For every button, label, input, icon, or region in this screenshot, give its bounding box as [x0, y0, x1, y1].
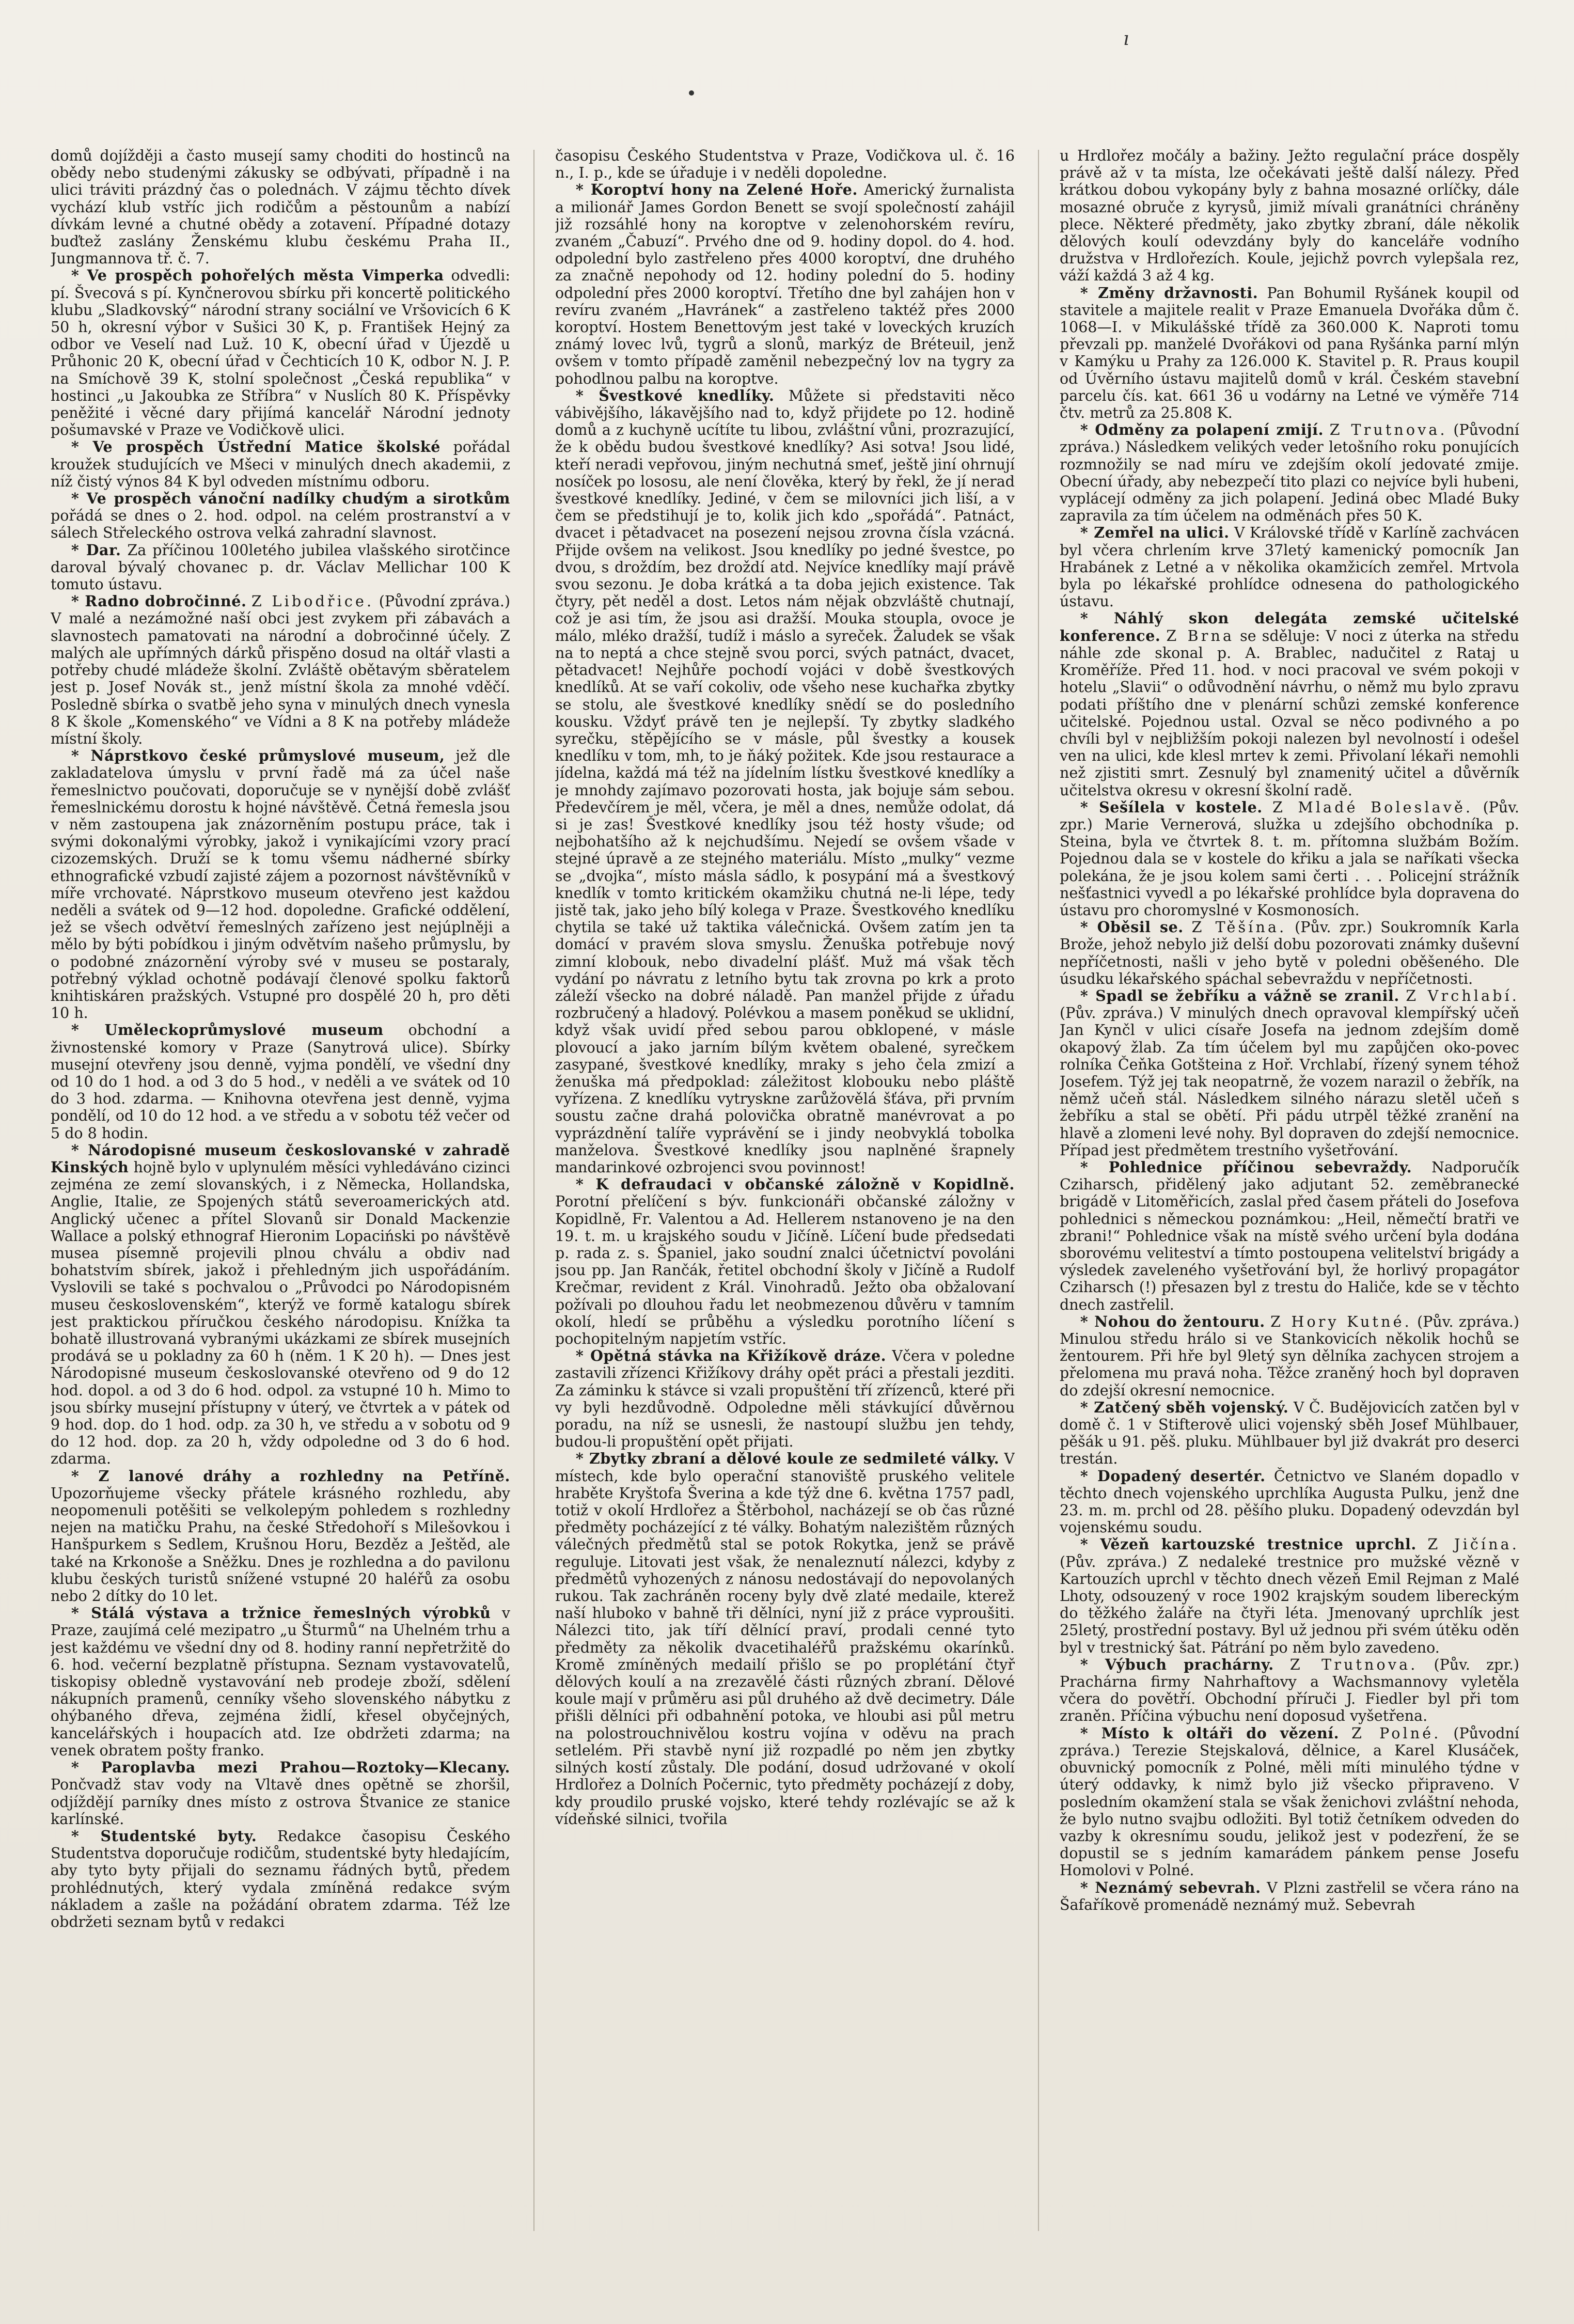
news-article: [1060, 1313, 1519, 1399]
article-headline: * Zemřel na ulici.: [1080, 524, 1230, 542]
article-headline: * Změny državnosti.: [1080, 284, 1258, 302]
article-paragraph: [555, 387, 1015, 1176]
article-paragraph: [1060, 1399, 1519, 1468]
article-body: pořádal kroužek studujících ve Mšeci v minulých dnech akademii, z níž čistý výnos 84 K byl odveden místnímu odboru.: [51, 438, 510, 490]
article-continuation: [555, 147, 1015, 181]
article-headline: * Radno dobročinné.: [71, 592, 247, 610]
article-paragraph: [555, 181, 1015, 387]
news-article: [51, 1468, 510, 1605]
news-article: [555, 1347, 1015, 1450]
news-article: [1060, 1536, 1519, 1656]
article-body: se sděluje: V noci z úterka na středu náhle zde skonal p. A. Brablec, nadučitel z Rataj u Kroměříže. Před 11. hod. v noci pracoval ve svém pokoji v hotelu „Slavii“ o odůvodnění návrhu, o němž mu bylo zpravu podati příštího dne v plenární schůzi zemské konference učitelské. Pojednou ustal. Ozval se něco podivného a po chvíli byl v nejbližším pokoji nalezen byl nevolností i odešel ven na ulici, kde klesl mrtev k zemi. Přivolaní lékaři nemohli než zjistiti smrt. Zesnulý byl znamenitý učitel a důvěrník učitelstva okresu v okresní školní radě.: [1060, 627, 1519, 799]
article-headline: * Nohou do žentouru.: [1080, 1312, 1265, 1330]
article-paragraph: [1060, 1656, 1519, 1725]
news-article: [555, 181, 1015, 387]
article-dateline: Z Těšína.: [1191, 919, 1287, 936]
article-body: (Pův. zpráva.) Z nedaleké trestnice pro mužské vězně v Kartouzích uprchl v těchto dnech vězeň Emil Rejman z Malé Lhoty, odsouzený v roce 1902 krajským soudem libereckým do těžkého žaláře na čtyři léta. Jmenovaný uprchlík jest 25letý, prostřední postavy. Byl už jednou při svém útěku oděn byl v trestnický šat. Pátrání po něm bylo zavedeno.: [1060, 1553, 1519, 1656]
article-headline: * Výbuch prachárny.: [1080, 1655, 1274, 1673]
article-paragraph: [555, 1450, 1015, 1827]
article-body: (Pův. zpr.) Marie Vernerová, služka u zdejšího obchodníka p. Steina, byla ve čtvrtek 8. t. m. přítomna službám Božím. Pojednou dala se v kostele do křiku a jala se naříkati všecka polekána, že je jsou kolem sami čerti . . . Policejní strážník nešťastnici vyvedl a po lékařské prohlídce byla dopravena do ústavu pro choromyslné v Kosmonosích.: [1060, 798, 1519, 919]
article-headline: * Studentské byty.: [71, 1827, 257, 1845]
news-article: [1060, 1656, 1519, 1725]
article-body: u Hrdlořez močály a bažiny. Ježto regulační práce dospěly právě až v ta místa, lze očekávati ještě další nálezy. Před krátkou dobou vykopány byly z bahna mosazné orlíčky, dále mosazné obruče z kyrysů, jimiž mívali granátníci chráněny plece. Některé předměty, jako zbytky zbraní, dále několik dělových koulí odevzdány byly do kanceláře vodního družstva v Hrdlořezích. Koule, jejichž povrch vylepšala rez, váží každá 3 až 4 kg.: [1060, 147, 1519, 285]
article-paragraph: [555, 1347, 1015, 1450]
article-paragraph: [51, 1022, 510, 1141]
article-paragraph: [51, 747, 510, 1022]
article-body: V Plzni zastřelil se včera ráno na Šafaříkově promenádě neznámý muž. Sebevrah: [1060, 1879, 1519, 1913]
article-dateline: Z Trutnova.: [1289, 1656, 1418, 1673]
article-paragraph: [1060, 1468, 1519, 1536]
article-body: Můžete si představiti něco vábivějšího, lákavějšího nad to, když přijdete po 12. hodině domů a z kuchyně ucítíte tu libou, zvláštní vůni, prozrazující, že k obědu budou švestkové knedlíky? Asi sotva! Jsou lidé, kteří neradi vepřovou, jiným nechutná smeť, ještě jiní ohrnují nosíček po lososu, ale není člověka, který by řekl, že jí nerad švestkové knedlíky. Jediné, v čem se milovníci jich liší, a v čem se předstihují je to, kolik jich kdo „spořádá“. Patnáct, dvacet i pětadvacet na posezení nejsou zrovna čísla vzácná. Přijde ovšem na velikost. Jsou knedlíky po jedné švestce, po dvou, s droždím, bez droždí atd. Nejvíce knedlíky mají právě svou sezonu. Je doba krátká a ta doba jejich existence. Tak čtyry, pět neděl a dost. Letos nám nějak obzvláště chutnají, což je asi tím, že jsou asi dražší. Mouka stoupla, ovoce je málo, mléko dražší, tudíž i máslo a syreček. Žaludek se však na to neptá a chce stejně svou porci, svých patnáct, dvacet, pětadvacet! Nejhůře pochodí vojáci v době švestkových knedlíků. At se vaří cokoliv, ode všeho nese kuchařka zbytky se stolu, ale švestkové knedlíky snědí se do posledního kousku. Vždyť právě ten je nejlepší. Ty zbytky sladkého syrečku, stěpějícího se v másle, půl švestky a kousek knedlíku v tom, mh, to je ňáký požitek. Kde jsou restaurace a jídelna, každá má též na jídelním lístku švestkové knedlíky a je mnohdy zajímavo pozorovati hosta, jak bojuje sám sebou. Předevčírem je měl, včera, je měl a dnes, nemůže odolat, dá si je zas! Švestkové knedlíky jsou též hosty všude; od nejbohatšího až k nejchudšímu. Nejedí se ovšem všade v stejné úpravě a ze stejného materiálu. Místo „mulky“ vezme se „dvojka“, místo másla sádlo, k posypání má a švestkový knedlík v tomto kritickém okamžiku chutná ne-li lépe, tedy jistě tak, jako jeho bílý kolega v Praze. Švestkového knedlíku chytila se také už taktika válečnická. Ovšem zatím jen ta domácí v pravém slova smyslu. Ženuška potřebuje nový zimní klobouk, nebo divadelní plášť. Muž má však těch vydání po návratu z letního bytu tak zrovna po krk a proto záleží všecko na dobré náladě. Pan manžel přijde z úřadu rozbručený a hladový. Polévkou a masem poněkud se uklidní, když však uvidí před sebou parou obklopené, v másle plovoucí a jako jarním bílým květem obalené, syrečkem zasypané, švestkové knedlíky, mraky s jeho čela zmizí a ženuška má předpoklad: záležitost klobouku nebo pláště vyřízena. Z knedlíku vytryskne zarůžovělá šťáva, při prvním soustu začne drahá polovička obratně manévrovat a po vyprázdnění talíře vyprávění se i jindy neobvyklá tobolka manželova. Švestkové knedlíky jsou naplněné šrapnely mandarinkové ozbrojenci svou povinnost!: [555, 387, 1015, 1176]
article-body: Pončvadž stav vody na Vltavě dnes opětně se zhoršil, odjíždějí parníky dnes místo z ostrova Štvanice ze stanice karlínské.: [51, 1776, 510, 1828]
article-body: Porotní přelíčení s býv. funkcionáři občanské záložny v Kopidlně, Fr. Valentou a Ad. Hellerem nstanoveno je na den 19. t. m. u krajského soudu v Jičíně. Líčení bude předsedati p. rada z. s. Španiel, jako soudní znalci účetnictví povoláni jsou pp. Jan Rančák, řetitel obchodní školy v Jičíně a Rudolf Krečmar, revident z Král. Vinohradů. Ježto oba obžalovaní požívali po dlouhou řadu let neobmezenou důvěru v tamním okolí, hledí se průběhu a výsledku porotního líčení s pochopitelným napjetím vstříc.: [555, 1193, 1015, 1348]
article-dateline: Z Jičína.: [1427, 1536, 1519, 1553]
article-body: V Královské třídě v Karlíně zachvácen byl včera chrlením krve 37letý kamenický pomocník Jan Hrabánek z Letné a v několika okamžicích zemřel. Mrtvola byla po lékařské prohlídce odnesena do pathologického ústavu.: [1060, 524, 1519, 610]
news-article: [1060, 1399, 1519, 1468]
page-mark: ı: [1123, 28, 1129, 50]
news-article: [1060, 919, 1519, 987]
article-paragraph: [51, 542, 510, 593]
article-headline: * Odměny za polapení zmijí.: [1080, 421, 1324, 439]
article-paragraph: [1060, 1536, 1519, 1656]
news-article: [51, 1142, 510, 1468]
news-article: [1060, 987, 1519, 1159]
article-headline: * Koroptví hony na Zelené Hoře.: [575, 181, 858, 199]
article-paragraph: [555, 147, 1015, 181]
article-paragraph: [51, 147, 510, 267]
article-headline: * Oběsil se.: [1080, 918, 1184, 936]
news-article: [555, 1176, 1015, 1347]
article-paragraph: [51, 490, 510, 542]
news-article: [51, 490, 510, 542]
news-column-3: [1060, 147, 1519, 2244]
article-body: Včera v poledne zastavili zřízenci Křižíkovy dráhy opět práci a přestali jezditi. Za záminku k stávce si vzali propuštění tří zřízenců, které při vy byli hezdůvodně. Odpoledne měli stávkující důvěrnou poradu, na níž se usnesli, že nastoupí službu jen tehdy, budou-li propuštění opět přijati.: [555, 1347, 1015, 1451]
article-body: (Pův. zpráva.) V minulých dnech opravoval klempířský učeň Jan Kynčl v ulici císaře Josefa na jednom zdejším domě okapový žlab. Za tím účelem byl mu zapůjčen oko-povec rolníka Čeňka Gotšteina z Hoř. Vrchlabí, řízený synem téhož Josefem. Týž jej tak neopatrně, že vozem narazil o žebřík, na němž učeň stál. Následkem silného nárazu sletěl učeň s žebříku a stal se obětí. Při pádu utrpěl těžké zranění na hlavě a zlomeni levé nohy. Byl dopraven do zdejší nemocnice. Případ jest předmětem trestního vyšetřování.: [1060, 1004, 1519, 1159]
news-article: [1060, 610, 1519, 798]
news-column-2: [555, 147, 1015, 2244]
article-body: domů dojížději a často musejí samy choditi do hostinců na obědy nebo studenými zákusky se odbývati, případně i na ulici tráviti prázdný čas o polednách. V zájmu těchto dívek vychází klub vstříc jich rodičům a pěstounům a nabízí dívkám levné a chutné obědy a zotavení. Případné dotazy buďtež zaslány Ženskému klubu českému Praha II., Jungmannova tř. č. 7.: [51, 147, 510, 268]
article-body: obchodní a živnostenské komory v Praze (Sanytrová ulice). Sbírky musejní otevřeny jsou denně, vyjma pondělí, ve všední dny od 10 do 1 hod. a od 3 do 5 hod., v neděli a ve svátek od 10 do 3 hod. zdarma. — Knihovna otevřena jest denně, vyjma pondělí, od 10 do 12 hod. a ve středu a v sobotu též večer od 5 do 8 hodin.: [51, 1022, 510, 1142]
news-article: [51, 1022, 510, 1141]
article-headline: * Zatčený sběh vojenský.: [1080, 1398, 1289, 1416]
article-paragraph: [1060, 421, 1519, 524]
news-article: [1060, 1159, 1519, 1313]
news-article: [51, 593, 510, 747]
ink-dot: [689, 90, 694, 96]
article-paragraph: [1060, 285, 1519, 422]
article-paragraph: [51, 1605, 510, 1759]
article-headline: * Ve prospěch pohořelých města Vimperka: [71, 266, 444, 285]
news-article: [51, 267, 510, 438]
article-headline: * Švestkové knedlíky.: [575, 386, 775, 404]
article-body: jež dle zakladatelova úmyslu v první řadě má za účel naše řemeslnictvo poučovati, doporučuje se v nynější době zvlášť řemeslnickému dorostu k hojné návštěvě. Četná řemesla jsou v něm zastoupena jak znázorněním postupu práce, tak i svými dokonalými výrobky, jakož i vynikajícími vzory prací cizozemských. Druží se k tomu všemu nádherné sbírky ethnografické vzbudí zajisté zájem a pozornost návštěvníků v míře vrchovaté. Náprstkovo museum otevřeno jest každou neděli a svátek od 9—12 hod. dopoledne. Grafické oddělení, jež se všech odvětví řemeslných zařízeno jest nejúplněji a mělo by býti pobídkou i jiným odvětvím našeho průmyslu, by o podobné znázornění výroby své v museu se postaraly, potřebný výklad ochotně podávají členové spolku faktorů knihtiskáren pražských. Vstupné pro dospělé 20 h, pro děti 10 h.: [51, 747, 510, 1022]
article-body: Četnictvo ve Slaném dopadlo v těchto dnech vojenského uprchlíka Augusta Pulku, jenž dne 23. m. m. prchl od 28. pěšího pluku. Dopadený odevzdán byl vojenskému soudu.: [1060, 1467, 1519, 1536]
article-body: v Praze, zaujímá celé mezipatro „u Šturmů“ na Uhelném trhu a jest každému ve všední dny od 8. hodiny ranní nepřetržitě do 6. hod. večerní bezplatně přístupna. Seznam vystavovatelů, tiskopisy obledně vystavování neb prodeje zboží, sdělení nákupních pramenů, cenníky všeho slovenského nábytku z ohýbaného dřeva, zejména židlí, křesel obyčejných, kancelářských i houpacích atd. Ize obdržeti zdarma; na venek obratem pošty franko.: [51, 1605, 510, 1759]
article-continuation: [51, 147, 510, 267]
article-headline: * Dar.: [71, 541, 121, 559]
article-headline: * Uměleckoprůmyslové museum: [71, 1021, 384, 1039]
news-article: [51, 1828, 510, 1930]
article-paragraph: [1060, 524, 1519, 610]
article-paragraph: [555, 1176, 1015, 1347]
news-article: [1060, 799, 1519, 919]
article-body: hojně bylo v uplynulém měsíci vyhledáváno cizinci zejména ze zemí slovanských, i z Německa, Hollandska, Anglie, Italie, ze Spojených států severoamerických atd. Anglický učenec a přítel Slovanů sir Donald Mackenzie Wallace a polský ethnograf Hieronim Lopaciński po návštěvě musea písemně projevili plnou chválu a obdiv nad bohatstvím sbírek, jakož i přehledným jich uspořádáním. Vyslovili se také s pochvalou o „Průvodci po Národopisném museu československém“, kterýž ve formě katalogu sbírek jest praktickou příručkou českého národopisu. Knížka ta bohatě illustrovaná vybranými ukázkami ze sbírek musejních prodává se u pokladny za 60 h (něm. 1 K 20 h). — Dnes jest Národopisné museum českoslovanské otevřeno od 9 do 12 hod. dopol. a od 3 do 6 hod. odpol. za vstupné 10 h. Mimo to jsou sbírky musejní přístupny v úterý, ve čtvrtek a v pátek od 9 hod. dop. do 1 hod. odp. za 30 h, ve středu a v sobotu od 9 do 12 hod. dop. za 20 h, vždy odpoledne od 3 do 6 hod. zdarma.: [51, 1158, 510, 1468]
news-article: [1060, 421, 1519, 524]
article-body: (Původní zpráva.) Následkem velikých veder letošního roku ponujících rozmnožily se nad míru ve zdejším okolí jedovaté zmije. Obecní úřady, aby nebezpečí tito plazi co nejvíce byli hubeni, vyplácejí odměny za jich polapení. Jediná obec Mladé Buky zapravila za tím účelem na odměnách přes 50 K.: [1060, 421, 1519, 525]
article-headline: * Pohlednice příčinou sebevraždy.: [1080, 1158, 1412, 1176]
article-body: (Původní zpráva.) V malé a nezámožné naší obci jest zvykem při zábavách a slavnostech pamatovati na národní a dobročinné účely. Z malých ale upřímných dárků přispěno dosud na oltář vlasti a potřeby chudé mládeže školní. Zvláště obětavým sběratelem jest p. Josef Novák st., jenž místní škola za mnohé vděčí. Posledně sbírka o svatbě jeho syna v minulých dnech vynesla 8 K škole „Komenského“ ve Vídni a 8 K na potřeby mládeže místní školy.: [51, 593, 510, 747]
article-body: (Pův. zpr.) Prachárna firmy Nahrhaftovy a Wachsmannovy vyletěla včera do povětří. Obchodní příruči J. Fiedler byl při tom zraněn. Příčina výbuchu není doposud vyšetřena.: [1060, 1656, 1519, 1725]
news-article: [51, 438, 510, 490]
article-paragraph: [51, 438, 510, 490]
article-paragraph: [1060, 147, 1519, 285]
article-headline: * Náprstkovo české průmyslové museum,: [71, 747, 445, 765]
news-article: [1060, 1725, 1519, 1879]
news-article: [555, 1450, 1015, 1827]
article-headline: * Vězeň kartouzské trestnice uprchl.: [1080, 1535, 1416, 1553]
article-paragraph: [51, 1468, 510, 1605]
news-article: [1060, 524, 1519, 610]
article-dateline: Z Libodřice.: [251, 593, 374, 610]
article-body: pořádá se dnes o 2. hod. odpol. na celém prostranství a v sálech Střeleckého ostrova velká zahradní slavnost.: [51, 507, 510, 542]
article-body: Redakce časopisu Českého Studentstva doporučuje rodičům, studentské byty hledajícím, aby tyto byty přijali do seznamu řádných bytů, předem prohlédnutých, který vydala zmíněná redakce svým nákladem a zašle na požádání obratem zdarma. Též lze obdržeti seznam bytů v redakci: [51, 1827, 510, 1930]
article-continuation: [1060, 147, 1519, 285]
article-dateline: Z Brna: [1166, 627, 1235, 645]
article-headline: * Paroplavba mezi Prahou—Roztoky—Klecany.: [71, 1758, 510, 1777]
article-headline: * Ve prospěch vánoční nadílky chudým a sirotkům: [71, 490, 510, 508]
article-headline: * Opětná stávka na Křižíkově dráze.: [575, 1347, 887, 1365]
article-paragraph: [1060, 799, 1519, 919]
article-headline: * K defraudaci v občanské záložně v Kopidlně.: [575, 1175, 1015, 1194]
article-paragraph: [51, 593, 510, 747]
news-article: [51, 1605, 510, 1759]
article-headline: * Stálá výstava a tržnice řemeslných výrobků: [71, 1604, 491, 1622]
article-body: časopisu Českého Studentstva v Praze, Vodičkova ul. č. 16 n., I. p., kde se úřaduje i v neděli dopoledne.: [555, 147, 1015, 182]
article-headline: * Spadl se žebříku a vážně se zranil.: [1080, 986, 1399, 1004]
column-rule: [533, 150, 534, 2231]
article-dateline: Z Vrchlabí.: [1406, 987, 1519, 1004]
article-headline: * Neznámý sebevrah.: [1080, 1878, 1261, 1896]
article-dateline: Z Mladé Boleslavě.: [1272, 798, 1473, 816]
article-body: (Pův. zpráva.) Minulou středu hrálo si ve Stankovicích několik hochů se žentourem. Při hře byl 9letý syn dělníka zachycen strojem a přelomena mu pravá noha. Těžce zraněný hoch byl dopraven do zdejší okresní nemocnice.: [1060, 1313, 1519, 1399]
article-headline: * Ve prospěch Ústřední Matice školské: [71, 438, 440, 456]
news-column-1: [51, 147, 510, 2244]
article-paragraph: [1060, 919, 1519, 987]
news-article: [51, 1759, 510, 1828]
article-headline: * Sešílela v kostele.: [1080, 798, 1263, 816]
article-body: (Pův. zpr.) Soukromník Karla Brože, jehož nebylo již delší dobu pozorovati známky duševní nepříčetnosti, našli v jeho bytě v poledni oběšeného. Dle úsudku lékařského spáchal sebevraždu v nepříčetnosti.: [1060, 919, 1519, 987]
article-body: odvedli: pí. Švecová s pí. Kynčnerovou sbírku při koncertě politického klubu „Sladkovský“ národní strany sociální ve Vršovicích 6 K 50 h, okresní výbor v Sušici 30 K, p. František Hejný za odbor ve Veselí nad Luž. 10 K, obecní úřad v Újezdě u Průhonic 20 K, obecní úřad v Čechticích 10 K, odbor N. J. P. na Smíchově 39 K, stolní společnost „Česká republika“ v hostinci „u Jakoubka ze Stříbra“ v Nuslích 80 K. Příspěvky peněžité i věcné dary přijímá kancelář Národní jednoty pošumavské v Praze ve Vodičkově ulici.: [51, 267, 510, 439]
article-headline: * Národopisné museum českoslovanské v zahradě Kinských: [51, 1141, 510, 1176]
article-paragraph: [1060, 987, 1519, 1159]
article-body: V Č. Budějovicích zatčen byl v domě č. 1 v Stifterově ulici vojenský sběh Josef Mühlbauer, pěšák u 91. pěš. pluku. Mühlbauer byl již dvakrát pro deserci trestán.: [1060, 1399, 1519, 1468]
news-article: [51, 542, 510, 593]
article-body: Upozorňujeme všecky přátele krásného rozhledu, aby neopomenuli potěšiti se velkolepým pohledem s rozhledny nejen na matičku Prahu, na české Středohoří s Milešovkou i Hanšpurkem s Sedlem, Krušnou Horu, Bezděz a Ještěd, ale také na Krkonoše a Sněžku. Dnes je rozhledna a do pavilonu klubu českých turistů snížené vstupné 20 haléřů za osobu nebo 2 dítky do 10 let.: [51, 1484, 510, 1605]
news-article: [1060, 1879, 1519, 1913]
news-article: [1060, 285, 1519, 422]
article-headline: * Z lanové dráhy a rozhledny na Petříně.: [71, 1467, 510, 1485]
article-body: Za příčinou 100letého jubilea vlašského sirotčince daroval bývalý chovanec p. dr. Václav Mellichar 100 K tomuto ústavu.: [51, 541, 510, 593]
article-headline: * Dopadený desertér.: [1080, 1467, 1266, 1485]
news-article: [51, 747, 510, 1022]
article-paragraph: [51, 267, 510, 438]
article-paragraph: [51, 1828, 510, 1930]
article-paragraph: [51, 1759, 510, 1828]
article-body: V místech, kde bylo operační stanoviště pruského velitele hraběte Kryštofa Šverina a kde týž dne 6. května 1757 padl, totiž v okolí Hrdlořez a Štěrbohol, nacházejí se ob čas různé předměty pocházející z té války. Bohatým nalezištěm různých válečných předmětů stal se potok Rokytka, jenž se právě reguluje. Litovati jest však, že nenaleznutí nálezci, kdyby z předmětů vyhozených z nánosu nedostávají do nepovolaných rukou. Tak zachráněn roceny byly dvě zlaté medaile, kterež naší hluboko v bahně tři dělníci, nyní již z práce vyproušiti. Nálezci tito, jak tíří dělnící praví, prodali cenné tyto předměty za několik dvacetihaléřů pražskému okarínků. Kromě zmíněných medailí přišlo se po proplétání čtyř dělových koulí a na zrezavělé části různých zbraní. Dělové koule mají v průměru asi půl druhého až dvě decimetry. Dále přišli dělníci při odbahnění potoka, ve hloubi asi půl metru na polostrouchnivělou kostru vojína v oděvu na prach setlelém. Při stavbě nyní již rozpadlé po něm jen zbytky silných kostí zůstaly. Dle podání, dosud udržované v okolí Hrdlořez a Dolních Počernic, tyto předměty pocházejí z doby, kdy proudilo pruské vojsko, které tehdy rozlévajíc se až k vídeňské silnici, tvořila: [555, 1450, 1015, 1828]
article-headline: * Místo k oltáři do vězení.: [1080, 1724, 1340, 1742]
column-rule: [1038, 150, 1039, 2231]
article-body: (Původní zpráva.) Terezie Stejskalová, dělnice, a Karel Klusáček, obuvnický pomocník z Polné, měli míti minulého týdne v úterý oddavky, k nimž bylo již všecko připraveno. V posledním okamžení stala se však ženichovi zvláštní nehoda, že bylo nutno svajbu odložiti. Byl totiž četníkem odveden do vazby k okresnímu soudu, jelikož jest v podezření, že se dopustil se s jedním kamarádem pánkem pense Josefu Homolovi v Polné.: [1060, 1724, 1519, 1879]
news-article: [555, 387, 1015, 1176]
article-dateline: Z Hory Kutné.: [1270, 1313, 1412, 1330]
article-paragraph: [1060, 1313, 1519, 1399]
article-headline: * Zbytky zbraní a dělové koule ze sedmileté války.: [575, 1450, 1000, 1468]
article-paragraph: [1060, 1879, 1519, 1913]
article-body: Americký žurnalista a milionář James Gordon Benett se svojí společností zahájil již rozsáhlé hony na koroptve v zelenohorském revíru, zvaném „Čabuzí“. Prvého dne od 9. hodiny dopol. do 4. hod. odpolední bylo zastřeleno přes 4000 koroptví, dne druhého za značně nepohody od 12. hodiny polední do 5. hodiny odpolední přes 2000 koroptví. Třetího dne byl zahájen hon v revíru zvaném „Havránek“ a zastřeleno taktéž přes 2000 koroptví. Hostem Benettovým jest také v loveckých kruzích známý lovec lvů, tygrů a slonů, markýz de Bréteuil, jenž ovšem v tomto případě zaměnil nebezpečný lov na tygry za pohodlnou palbu na koroptve.: [555, 181, 1015, 387]
article-paragraph: [1060, 1725, 1519, 1879]
article-paragraph: [1060, 1159, 1519, 1313]
article-headline: * Náhlý skon delegáta zemské učitelské konference.: [1060, 609, 1519, 645]
article-paragraph: [1060, 610, 1519, 798]
article-dateline: Z Trutnova.: [1329, 421, 1447, 439]
article-body: Nadporučík Cziharsch, přidělený jako adjutant 52. zeměbranecké brigádě v Litoměřicích, zaslal před časem přáteli do Josefova pohlednici s německou poznámkou: „Heil, němečtí bratři ve zbrani!“ Pohlednice však na místě svého určení byla dodána sborovému veliteství a tímto postoupena velitelství brigády a výsledek zaveleného vyšetřování byl, že horlivý propagátor Cziharsch (!) přesazen byl z trestu do Haliče, kde se v těchto dnech zastřelil.: [1060, 1158, 1519, 1313]
article-body: Pan Bohumil Ryšánek koupil od stavitele a majitele realit v Praze Emanuela Dvořáka dům č. 1068—I. v Mikulášské třídě za 360.000 K. Naproti tomu převzali pp. manželé Dvořákovi od pana Ryšánka parní mlýn v Kamýku u Prahy za 126.000 K. Stavitel p. R. Praus koupil od Úvěrního ústavu majitelů domů v král. Českém stavební parcelu čís. kat. 661 36 u vodárny na Letné ve výměře 714 čtv. metrů za 25.808 K.: [1060, 284, 1519, 422]
article-dateline: Z Polné.: [1351, 1724, 1441, 1742]
news-article: [1060, 1468, 1519, 1536]
article-paragraph: [51, 1142, 510, 1468]
